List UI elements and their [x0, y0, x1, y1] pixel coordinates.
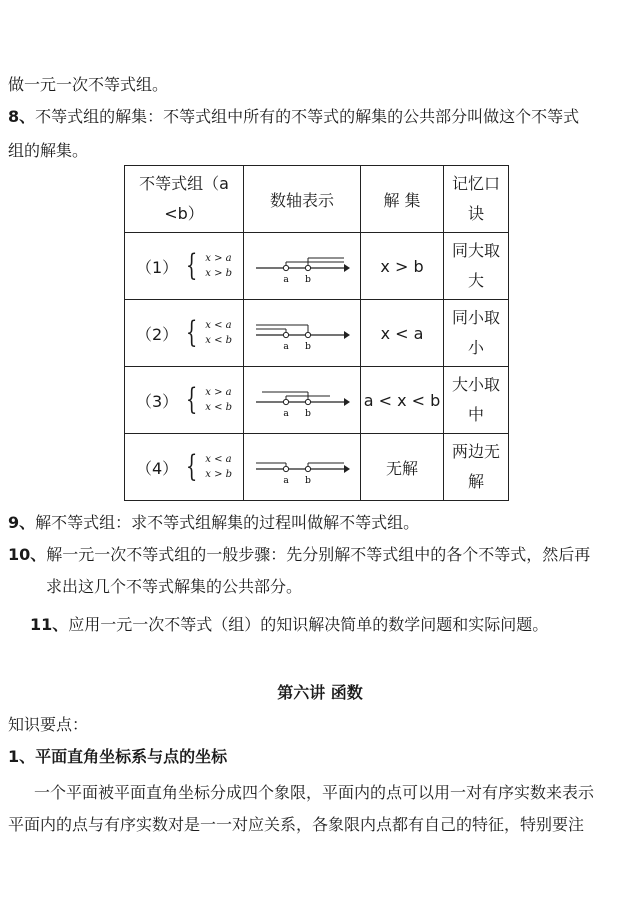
open-point-b [305, 265, 310, 270]
paragraph-line-1: 一个平面被平面直角坐标分成四个象限，平面内的点可以用一对有序实数来表示 [34, 783, 595, 802]
mnemonic-cell [444, 233, 509, 300]
inequality-2: x > b [205, 469, 233, 480]
row-label: （4） [135, 458, 179, 478]
inequality-1: x > a [205, 253, 232, 264]
item-10-text: 解一元一次不等式组的一般步骤：先分别解不等式组中的各个不等式，然后再 [46, 545, 591, 564]
item-11-text: 应用一元一次不等式（组）的知识解决简单的数学问题和实际问题。 [68, 615, 549, 634]
numberline-cell [244, 434, 361, 501]
mnemonic-cell [444, 300, 509, 367]
chapter-title: 第六讲 函数 [277, 683, 363, 702]
brace-icon: { [185, 449, 198, 484]
number-line-between [252, 380, 352, 420]
mnemonic-line2: 中 [467, 405, 484, 424]
point-label-b: b [305, 275, 311, 285]
item-10-continued: 求出这几个不等式解集的公共部分。 [46, 577, 303, 596]
item-8-number: 8、 [8, 107, 36, 126]
open-point-a [283, 332, 288, 337]
mnemonic-line2: 小 [467, 338, 484, 357]
brace-icon: { [185, 248, 198, 283]
numberline-cell [244, 233, 361, 300]
table-row [125, 300, 509, 367]
inequality-2: x > b [205, 268, 233, 279]
arrow-icon [344, 465, 350, 473]
numberline-cell [244, 300, 361, 367]
inequality-1: x < a [205, 320, 232, 331]
open-point-b [305, 332, 310, 337]
section-1-title: 平面直角坐标系与点的坐标 [35, 747, 228, 766]
system-cell [125, 233, 244, 300]
inequality-2: x < b [205, 335, 233, 346]
brace-icon: { [185, 382, 198, 417]
arrow-icon [344, 398, 350, 406]
item-8-text: 不等式组的解集：不等式组中所有的不等式的解集的公共部分叫做这个不等式 [35, 107, 580, 126]
item-9 [8, 512, 419, 534]
header-mnemonic [444, 166, 509, 233]
point-label-b: b [305, 342, 311, 352]
inequality-2: x < b [205, 402, 233, 413]
header-system-line1: 不等式组（a [139, 174, 229, 193]
paragraph-line-2: 平面内的点与有序实数对是一一对应关系，各象限内点都有自己的特征，特别要注 [8, 815, 585, 834]
item-9-number: 9、 [8, 513, 36, 532]
system-cell [125, 367, 244, 434]
table-row [125, 434, 509, 501]
mnemonic-cell [444, 367, 509, 434]
inequality-1: x > a [205, 387, 232, 398]
item-11 [30, 614, 548, 636]
header-solution: 解 集 [361, 166, 444, 233]
number-line-greater [252, 246, 352, 286]
open-point-a [283, 466, 288, 471]
mnemonic-line1: 同小取 [451, 308, 500, 327]
arrow-icon [344, 331, 350, 339]
item-10-number: 10、 [8, 545, 47, 564]
item-8 [8, 106, 579, 128]
item-8-continued: 组的解集。 [8, 141, 89, 160]
header-mnemonic-line2: 诀 [467, 204, 484, 223]
numberline-cell [244, 367, 361, 434]
header-system-line2: <b） [164, 204, 204, 223]
point-label-a: a [283, 342, 289, 352]
header-numberline: 数轴表示 [244, 166, 361, 233]
solution-cell: a < x < b [361, 367, 444, 434]
row-label: （1） [135, 257, 179, 277]
header-system [125, 166, 244, 233]
table-row [125, 367, 509, 434]
mnemonic-line1: 大小取 [451, 375, 500, 394]
arrow-icon [344, 264, 350, 272]
mnemonic-line2: 大 [467, 271, 484, 290]
system-cell [125, 434, 244, 501]
number-line-none [252, 447, 352, 487]
brace-icon: { [185, 315, 198, 350]
table-header-row [125, 166, 509, 233]
section-1-heading [8, 746, 227, 768]
row-label: （3） [135, 391, 179, 411]
mnemonic-line2: 解 [467, 472, 484, 491]
table-row [125, 233, 509, 300]
solution-cell: x > b [361, 233, 444, 300]
mnemonic-line1: 两边无 [451, 442, 500, 461]
point-label-a: a [283, 275, 289, 285]
solution-cell: x < a [361, 300, 444, 367]
number-line-less [252, 313, 352, 353]
open-point-a [283, 265, 288, 270]
intro-tail: 做一元一次不等式组。 [8, 75, 169, 94]
item-10 [8, 544, 590, 566]
point-label-a: a [283, 409, 289, 419]
open-point-b [305, 466, 310, 471]
open-point-b [305, 399, 310, 404]
knowledge-heading: 知识要点： [8, 715, 89, 734]
point-label-b: b [305, 476, 311, 486]
item-9-text: 解不等式组：求不等式组解集的过程叫做解不等式组。 [35, 513, 420, 532]
open-point-a [283, 399, 288, 404]
point-label-a: a [283, 476, 289, 486]
row-label: （2） [135, 324, 179, 344]
item-11-number: 11、 [30, 615, 69, 634]
mnemonic-cell [444, 434, 509, 501]
inequality-table [124, 165, 509, 501]
inequality-1: x < a [205, 454, 232, 465]
mnemonic-line1: 同大取 [451, 241, 500, 260]
system-cell [125, 300, 244, 367]
point-label-b: b [305, 409, 311, 419]
header-mnemonic-line1: 记忆口 [451, 174, 500, 193]
section-1-number: 1、 [8, 747, 36, 766]
solution-cell: 无解 [361, 434, 444, 501]
